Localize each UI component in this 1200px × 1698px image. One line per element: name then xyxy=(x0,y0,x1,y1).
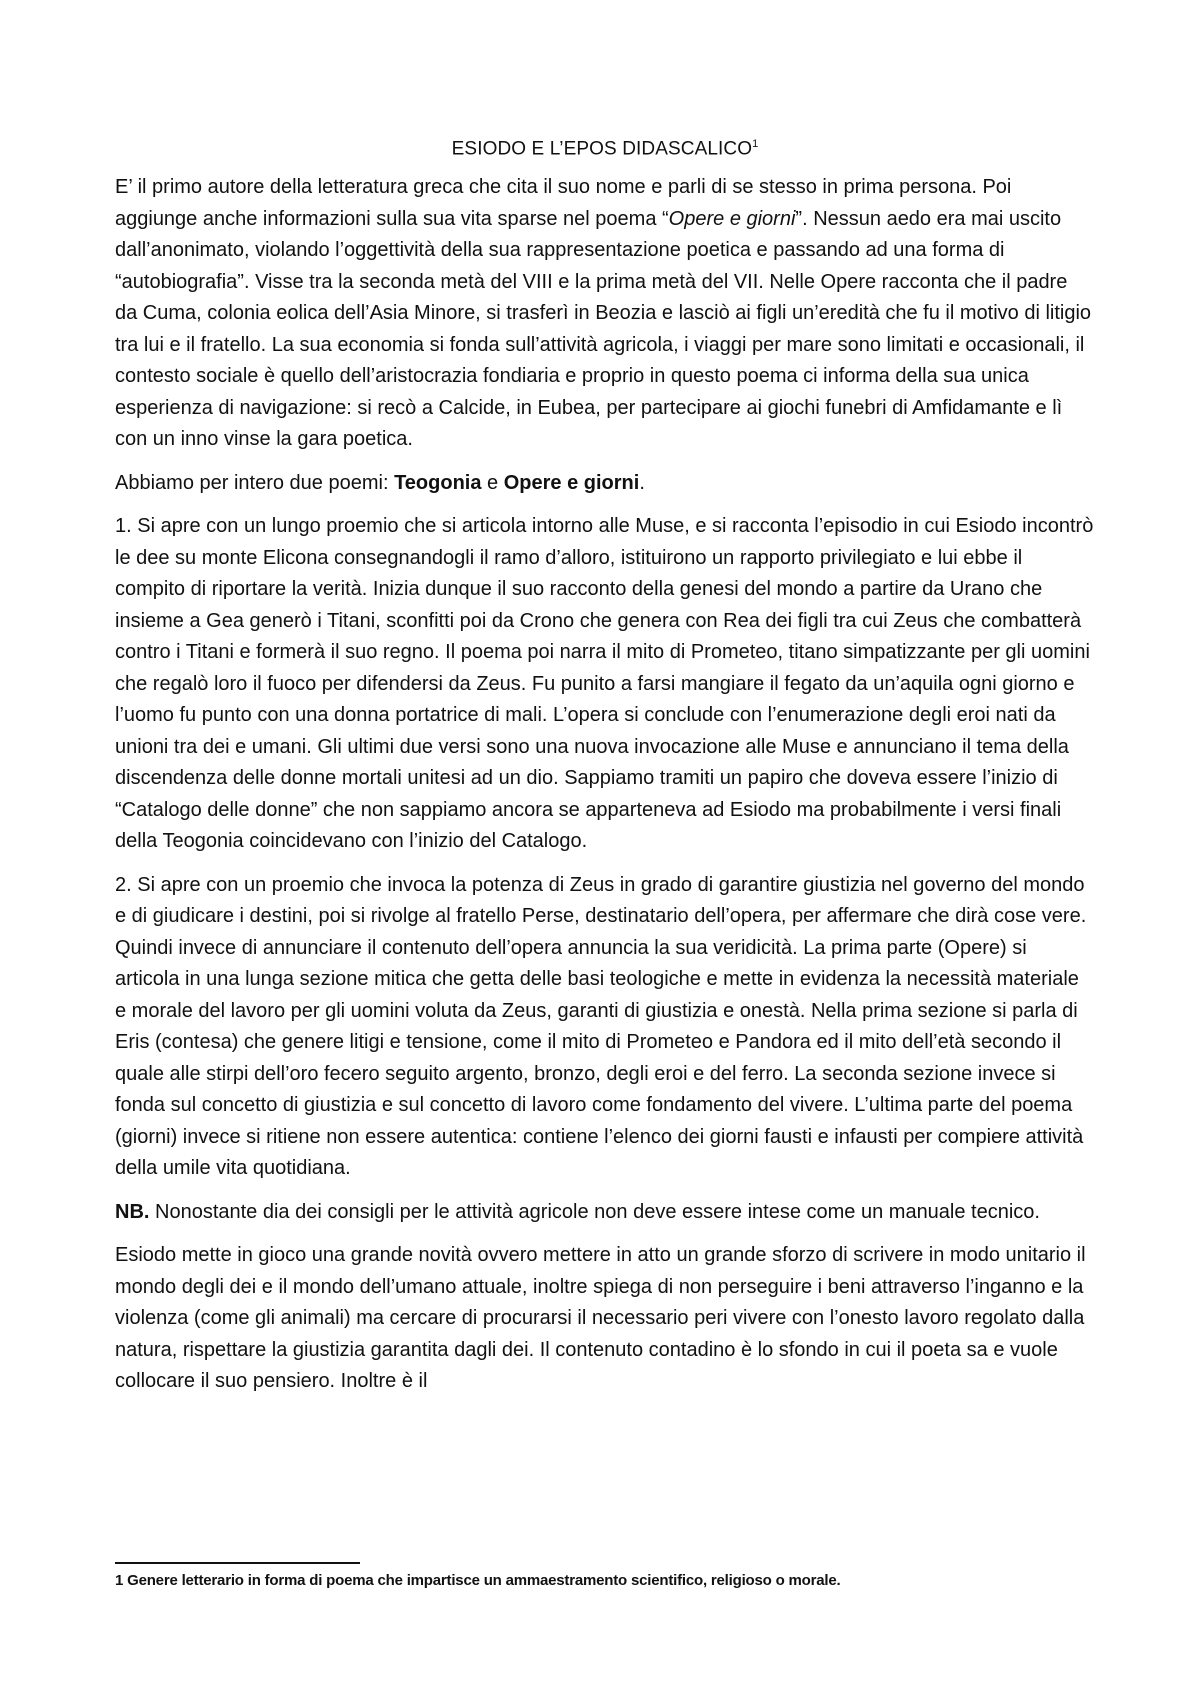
paragraph-intro xyxy=(115,172,1095,456)
paragraph-conclusion: Esiodo mette in gioco una grande novità ovvero mettere in atto un grande sforzo di scrivere in modo unitario il mondo degli dei e il mondo dell’umano attuale, inoltre spiega di non perseguire i beni attraverso l’inganno e la violenza (come gli animali) ma cercare di procurarsi il necessario peri vivere con l’onesto lavoro regolato dalla natura, rispettare la giustizia garantita dagli dei. Il contenuto contadino è lo sfondo in cui il poeta sa e vuole collocare il suo pensiero. Inoltre è il xyxy=(115,1244,1086,1393)
paragraph-poems-start: Abbiamo per intero due poemi: xyxy=(115,471,395,494)
paragraph-poems xyxy=(115,468,1095,500)
footnote: 1 Genere letterario in forma di poema che impartisce un ammaestramento scientifico, religioso o morale. xyxy=(115,1572,841,1589)
paragraph-poems-end: . xyxy=(639,471,645,494)
paragraph-intro-start: E’ il primo autore della letteratura greca che cita il suo nome e parli di se stesso in prima persona. Poi aggiunge anche informazioni sulla sua vita sparse nel poema “ xyxy=(115,176,1012,230)
paragraph-intro-rest: ”. Nessun aedo era mai uscito dall’anonimato, violando l’oggettività della sua rappresentazione poetica e passando ad una forma di “autobiografia”. Visse tra la seconda metà del VIII e la prima metà del VII. Nelle Opere racconta che il padre da Cuma, colonia eolica dell’Asia Minore, si trasferì in Beozia e lasciò ai figli un’eredità che fu il motivo di litigio tra lui e il fratello. La sua economia si fonda sull’attività agricola, i viaggi per mare sono limitati e occasionali, il contesto sociale è quello dell’aristocrazia fondiaria e proprio in questo poema ci informa della sua unica esperienza di navigazione: si recò a Calcide, in Eubea, per partecipare ai giochi funebri di Amfidamante e lì con un inno vinse la gara poetica. xyxy=(115,207,1092,451)
document-body xyxy=(115,138,1095,1410)
work-title-italic: Opere e giorni xyxy=(668,207,796,230)
title-text: ESIODO E L’EPOS DIDASCALICO xyxy=(451,138,753,160)
footnote-divider xyxy=(115,1562,360,1564)
nb-text: Nonostante dia dei consigli per le attività agricole non deve essere intese come un manuale tecnico. xyxy=(149,1200,1040,1223)
title-footnote-ref: 1 xyxy=(752,138,759,150)
document-title xyxy=(115,138,1095,160)
nb-label: NB. xyxy=(115,1200,150,1223)
poem-title-teogonia: Teogonia xyxy=(394,471,482,494)
paragraph-nb xyxy=(115,1197,1095,1229)
paragraph-opere: 2. Si apre con un proemio che invoca la potenza di Zeus in grado di garantire giustizia nel governo del mondo e di giudicare i destini, poi si rivolge al fratello Perse, destinatario dell’opera, per affermare che dirà cose vere. Quindi invece di annunciare il contenuto dell’opera annuncia la sua veridicità. La prima parte (Opere) si articola in una lunga sezione mitica che getta delle basi teologiche e mette in evidenza la necessità materiale e morale del lavoro per gli uomini voluta da Zeus, garanti di giustizia e onestà. Nella prima sezione si parla di Eris (contesa) che genere litigi e tensione, come il mito di Prometeo e Pandora ed il mito dell’età secondo il quale alle stirpi dell’oro fecero seguito argento, bronzo, degli eroi e del ferro. La seconda sezione invece si fonda sul concetto di giustizia e sul concetto di lavoro come fondamento del vivere. L’ultima parte del poema (giorni) invece si ritiene non essere autentica: contiene l’elenco dei giorni fausti e infausti per compiere attività della umile vita quotidiana. xyxy=(115,873,1087,1180)
poem-title-opere: Opere e giorni xyxy=(503,471,640,494)
paragraph-poems-mid: e xyxy=(481,471,504,494)
paragraph-teogonia: 1. Si apre con un lungo proemio che si articola intorno alle Muse, e si racconta l’episodio in cui Esiodo incontrò le dee su monte Elicona consegnandogli il ramo d’alloro, istituirono un rapporto privilegiato e lui ebbe il compito di riportare la verità. Inizia dunque il suo racconto della genesi del mondo a partire da Urano che insieme a Gea generò i Titani, sconfitti poi da Crono che genera con Rea dei figli tra cui Zeus che combatterà contro i Titani e formerà il suo regno. Il poema poi narra il mito di Prometeo, titano simpatizzante per gli uomini che regalò loro il fuoco per difendersi da Zeus. Fu punito a farsi mangiare il fegato da un’aquila ogni giorno e l’uomo fu punto con una donna portatrice di mali. L’opera si conclude con l’enumerazione degli eroi nati da unioni tra dei e umani. Gli ultimi due versi sono una nuova invocazione alle Muse e annunciano il tema della discendenza delle donne mortali unitesi ad un dio. Sappiamo tramiti un papiro che doveva essere l’inizio di “Catalogo delle donne” che non sappiamo ancora se apparteneva ad Esiodo ma probabilmente i versi finali della Teogonia coincidevano con l’inizio del Catalogo. xyxy=(115,515,1094,853)
